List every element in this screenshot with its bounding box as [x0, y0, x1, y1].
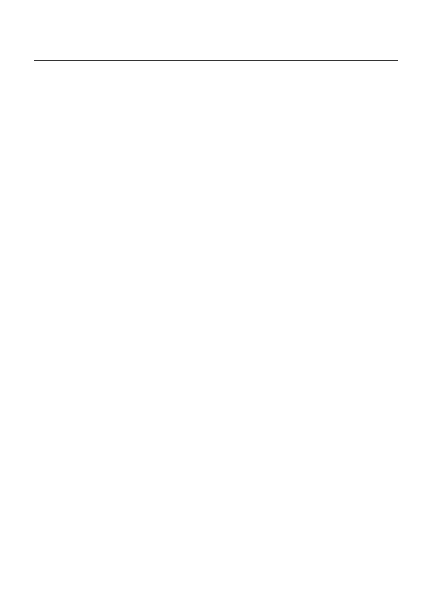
top-rule	[34, 60, 398, 61]
vertical-text-body	[38, 64, 396, 564]
